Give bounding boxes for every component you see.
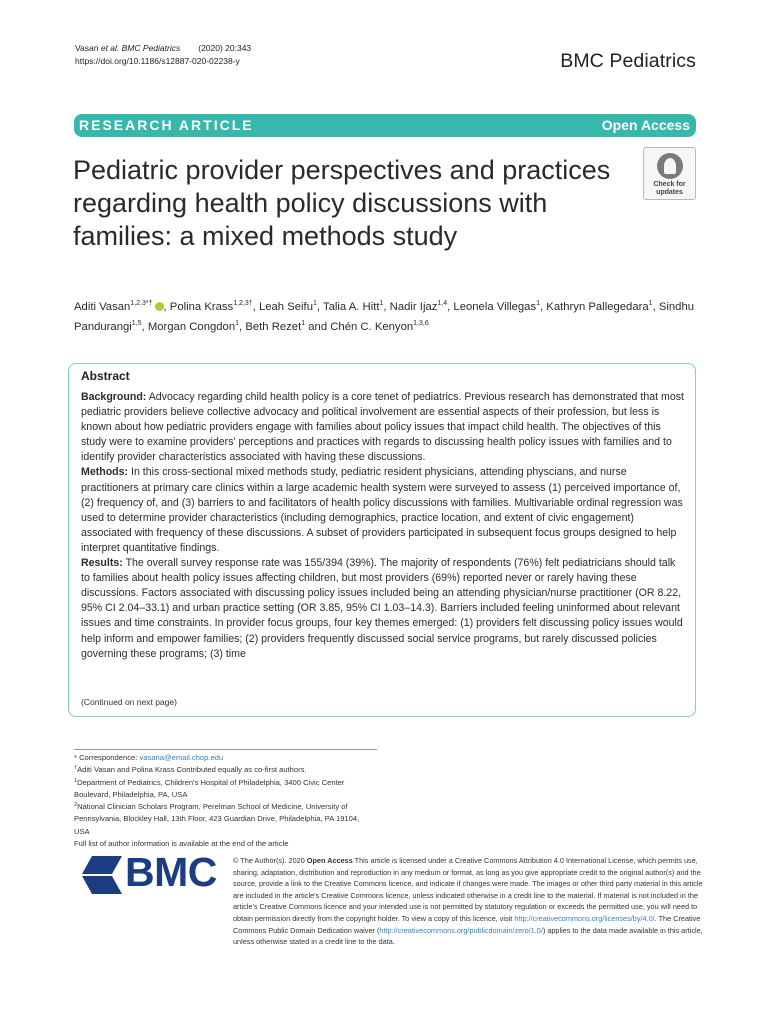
author-affiliation-marker: 1,2,3*† (130, 300, 153, 307)
author-name: Beth Rezet$^1$ (245, 320, 306, 333)
author-affiliation-marker: 1 (648, 300, 653, 307)
citation-header (75, 42, 251, 68)
author-affiliation-marker: 1 (301, 320, 306, 327)
author-affiliation-marker: 1 (235, 320, 240, 327)
author-affiliation-marker: 1,2,3† (233, 300, 253, 307)
article-title: Pediatric provider perspectives and practices regarding health policy discussions with families: a mixed methods study (73, 155, 611, 251)
abstract-heading: Abstract (81, 369, 130, 383)
author-affiliation-marker: 1 (536, 300, 541, 307)
author-affiliation-marker: 1 (379, 300, 384, 307)
orcid-icon[interactable] (155, 302, 164, 311)
citation-year: (2020) 20:343 (198, 43, 252, 53)
full-author-info-note: Full list of author information is available at the end of the article (74, 839, 289, 849)
footnotes (74, 752, 374, 850)
journal-name: BMC Pediatrics (560, 50, 696, 72)
license-link-cc-zero[interactable]: http://creativecommons.org/publicdomain/zero/1.0/ (379, 925, 543, 935)
abstract-methods: Methods: In this cross-sectional mixed methods study, pediatric resident physicians, attending physcians, and nurse practitioners at primary care clinics within a large academic health system were surveyed to assess (1) perceived importance of, (2) frequency of, and (3) barriers to and facilitators of health policy discussions with families. Multivariable ordinal regression was used to determine provider characteristics (including demographics, practice location, and extent of civic engagement) associated with frequency of these discussions. A subset of providers participated in subsequent focus groups designed to help interpret quantitative findings. (81, 466, 683, 554)
correspondence-email[interactable]: vasana@email.chop.edu (139, 753, 224, 762)
author-list: Aditi Vasan$^{1,2,3*\dagger}$ , Polina Krass$^{1,2,3\dagger}$, Leah Seifu$^1$, Talia A. Hitt$^1$, Nadir Ijaz$^{1,4}$, Leonela Villegas$^1$, Kathryn Pallegedara$^1$, Sindhu Pandurangi$^{1,5}$, Morgan Congdon$^1$, Beth Rezet$^1$ and Chén C. Kenyon$^{1,3,6}$ (74, 300, 695, 333)
author-name: Morgan Congdon$^1$ (147, 320, 240, 333)
author-affiliation-marker: 1,5 (131, 320, 142, 327)
contribution-note: †Aditi Vasan and Polina Krass Contributed equally as co-first authors. (74, 765, 307, 775)
author-name: Nadir Ijaz$^{1,4}$ (389, 300, 448, 313)
abstract-results: Results: The overall survey response rate was 155/394 (39%). The majority of respondents (76%) felt pediatricians should talk to families about health policy issues affecting children, but most providers (69%) reported never or rarely having these discussions. Factors associated with discussing policy issues included being an attending physician/nurse practitioner (OR 8.22, 95% CI 2.04–33.1) and urban practice setting (OR 3.85, 95% CI 1.03–14.3). Barriers included feeling uninformed about relevant issues and time constraints. In provider focus groups, four key themes emerged: (1) providers felt discussing policy issues would help inform and empower families; (2) providers frequently discussed social service programs, but rarely discussed policies governing these programs; (3) time (81, 557, 683, 660)
article-type: RESEARCH ARTICLE (79, 117, 254, 133)
author-name: Sindhu Pandurangi$^{1,5}$ (74, 301, 695, 333)
author-name: Aditi Vasan$^{1,2,3*\dagger}$ (74, 301, 164, 313)
article-type-banner (74, 114, 696, 137)
license-link-cc-by[interactable]: http://creativecommons.org/licenses/by/4.0/ (514, 913, 655, 923)
correspondence: * Correspondence: vasana@email.chop.edu (74, 753, 224, 762)
author-name: Chén C. Kenyon$^{1,3,6}$ (330, 320, 429, 333)
abstract-body (81, 390, 685, 662)
author-name: Leonela Villegas$^1$ (453, 300, 541, 313)
author-name: Kathryn Pallegedara$^1$ (546, 300, 653, 313)
author-affiliation-marker: 1,4 (437, 300, 448, 307)
author-name: Polina Krass$^{1,2,3\dagger}$ (169, 300, 253, 313)
check-for-updates-badge[interactable] (643, 147, 696, 200)
affiliation-2: $^2$National Clinician Scholars Program, Perelman School of Medicine, University of Pennsylvania, Blockley Hall, 13th Floor, 423 Guardian Drive, Philadelphia, PA 19104, USA (74, 802, 360, 836)
doi-link[interactable]: https://doi.org/10.1186/s12887-020-02238-y (75, 56, 240, 66)
bmc-logo-text: BMC (125, 849, 217, 895)
footnote-divider (74, 749, 377, 750)
affiliation-1: $^1$Department of Pediatrics, Children's Hospital of Philadelphia, 3400 Civic Center Boulevard, Philadelphia, PA, USA (74, 777, 345, 799)
license-text: © The Author(s). 2020 Open Access This article is licensed under a Creative Commons Attribution 4.0 International License, which permits use, sharing, adaptation, distribution and reproduction in any medium or format, as long as you give appropriate credit to the original author(s) and the source, provide a link to the Creative Commons licence, and indicate if changes were made. The images or other third party material in this article are included in the article's Creative Commons licence, unless indicated otherwise in a credit line to the material. If material is not included in the article's Creative Commons licence and your intended use is not permitted by statutory regulation or exceeds the permitted use, you will need to obtain permission directly from the copyright holder. To view a copy of this licence, visit http://creativecommons.org/licenses/by/4.0/. The Creative Commons Public Domain Dedication waiver (http://creativecommons.org/publicdomain/zero/1.0/) applies to the data made available in this article, unless otherwise stated in a credit line to the data. (233, 856, 703, 947)
check-updates-line2: updates (656, 189, 683, 196)
author-affiliation-marker: 1,3,6 (413, 320, 429, 327)
open-access-label: Open Access (601, 117, 690, 133)
citation-authors: Vasan et al. BMC Pediatrics (75, 43, 181, 53)
check-updates-icon (657, 153, 683, 179)
abstract-background: Background: Advocacy regarding child health policy is a core tenet of pediatrics. Previous research has demonstrated that most pediatric providers believe collective advocacy and political involvement are essential aspects of their profession, but less is known about how pediatric providers engage with families about policy issues that impact child health. The objectives of this study were to examine providers' perceptions and practices with regards to discussing health policy issues with families and to identify provider characteristics associated with having these discussions. (81, 391, 684, 464)
continued-note: (Continued on next page) (81, 697, 177, 707)
author-name: Leah Seifu$^1$ (258, 300, 317, 313)
author-affiliation-marker: 1 (312, 300, 317, 307)
author-name: Talia A. Hitt$^1$ (322, 300, 384, 313)
check-updates-line1: Check for (653, 181, 686, 188)
